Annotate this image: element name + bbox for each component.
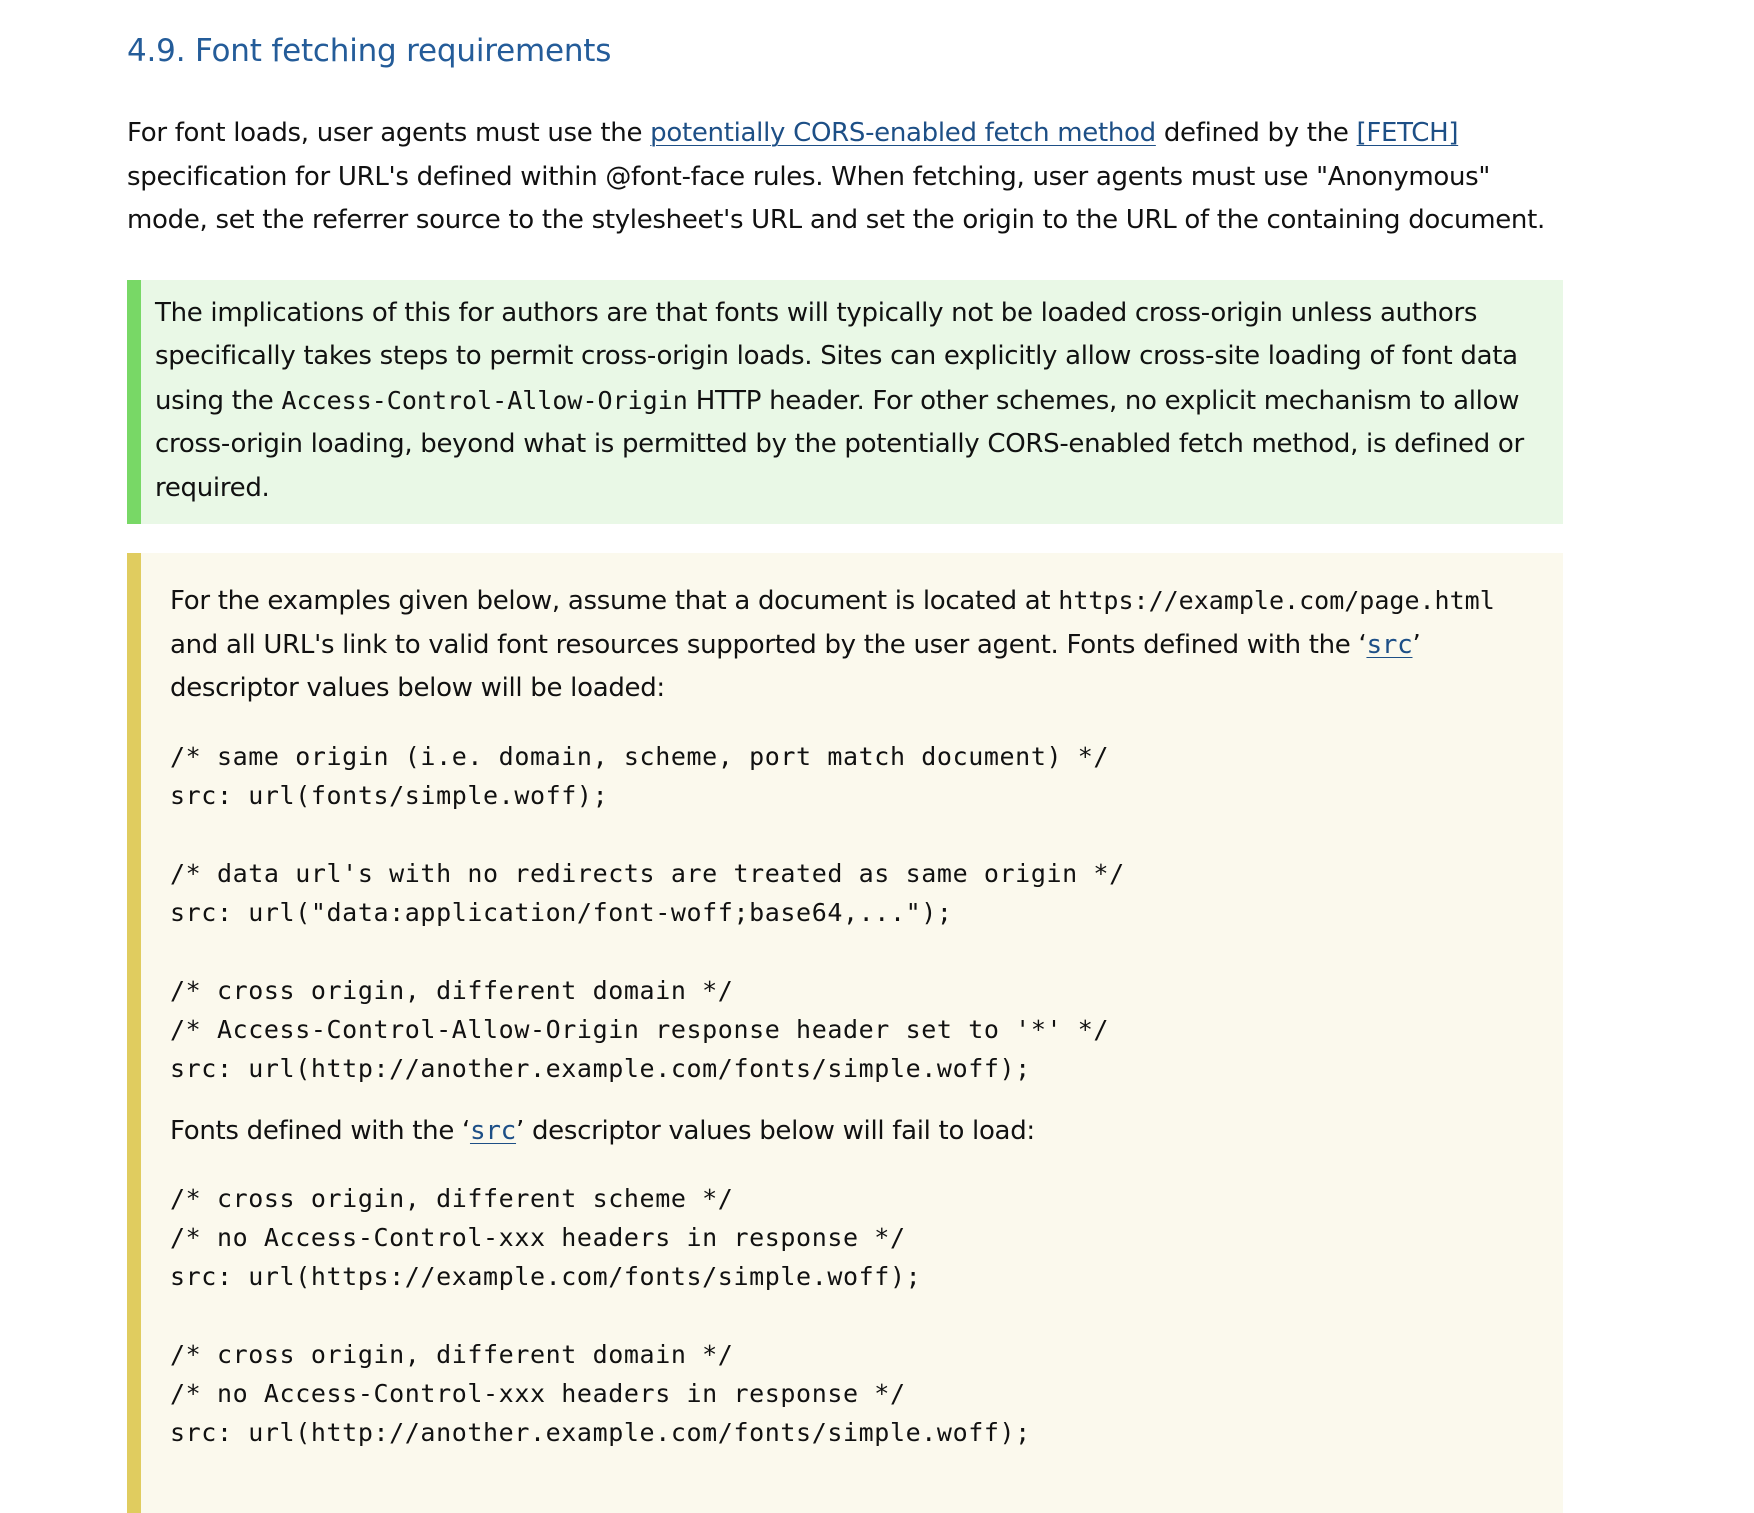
example-inline-code: https://example.com/page.html <box>1058 586 1495 615</box>
note-code: Access-Control-Allow-Origin <box>281 385 688 415</box>
example-fail-paragraph <box>170 1110 1533 1154</box>
code-block-fail-domain: /* cross origin, different domain */ /* no Access-Control-xxx headers in response */ src: url(http://another.example.com/fonts/simple.woff); <box>170 1340 1031 1447</box>
src-descriptor-link[interactable]: src <box>469 1115 517 1146</box>
note-text: The implications of this for authors are that fonts will typically not be loaded cross-origin unless authors specifically takes steps to permit cross-origin loads. Sites can explicitly allow cross-site loading of font data using the <box>155 297 1518 416</box>
note-text: HTTP header. For other schemes, no explicit mechanism to allow cross-origin loading, beyond what is permitted by the potentially CORS-enabled fetch method, is defined or required. <box>155 385 1524 503</box>
code-block-fail-scheme: /* cross origin, different scheme */ /* no Access-Control-xxx headers in response */ src: url(https://example.com/fonts/simple.woff); <box>170 1184 922 1291</box>
intro-text: For font loads, user agents must use the <box>127 118 651 148</box>
spec-content <box>127 0 1577 1513</box>
example-text: ’ descriptor values below will fail to load: <box>516 1115 1035 1146</box>
fetch-spec-reference-link[interactable]: [FETCH] <box>1356 118 1459 148</box>
example-text: and all URL's link to valid font resources supported by the user agent. Fonts defined with the ‘ <box>170 629 1367 660</box>
code-block-loaded-cross-origin: /* cross origin, different domain */ /* Access-Control-Allow-Origin response header set to '*' */ src: url(http://another.example.com/fonts/simple.woff); <box>170 975 1110 1083</box>
example-text: For the examples given below, assume that a document is located at <box>170 586 1059 616</box>
intro-text: defined by the <box>1155 118 1357 148</box>
intro-paragraph <box>127 112 1577 243</box>
section-heading: 4.9. Font fetching requirements <box>127 33 612 69</box>
cors-fetch-method-link[interactable]: potentially CORS-enabled fetch method <box>650 118 1156 148</box>
example-intro-paragraph <box>170 579 1533 711</box>
intro-text: specification for URL's defined within @font-face rules. When fetching, user agents must use "Anonymous" mode, set the referrer source to the stylesheet's URL and set the origin to the URL of the containing document. <box>127 161 1545 235</box>
code-block-loaded-data-url: /* data url's with no redirects are treated as same origin */ src: url("data:application/font-woff;base64,..."); <box>170 858 1125 927</box>
example-box <box>127 553 1563 1513</box>
note-box <box>127 280 1563 525</box>
src-descriptor-link[interactable]: src <box>1366 629 1413 660</box>
example-text: Fonts defined with the ‘ <box>170 1115 470 1146</box>
code-block-loaded-same-origin: /* same origin (i.e. domain, scheme, port match document) */ src: url(fonts/simple.woff); <box>170 741 1110 810</box>
example-text: ’ descriptor values below will be loaded: <box>170 629 1421 703</box>
